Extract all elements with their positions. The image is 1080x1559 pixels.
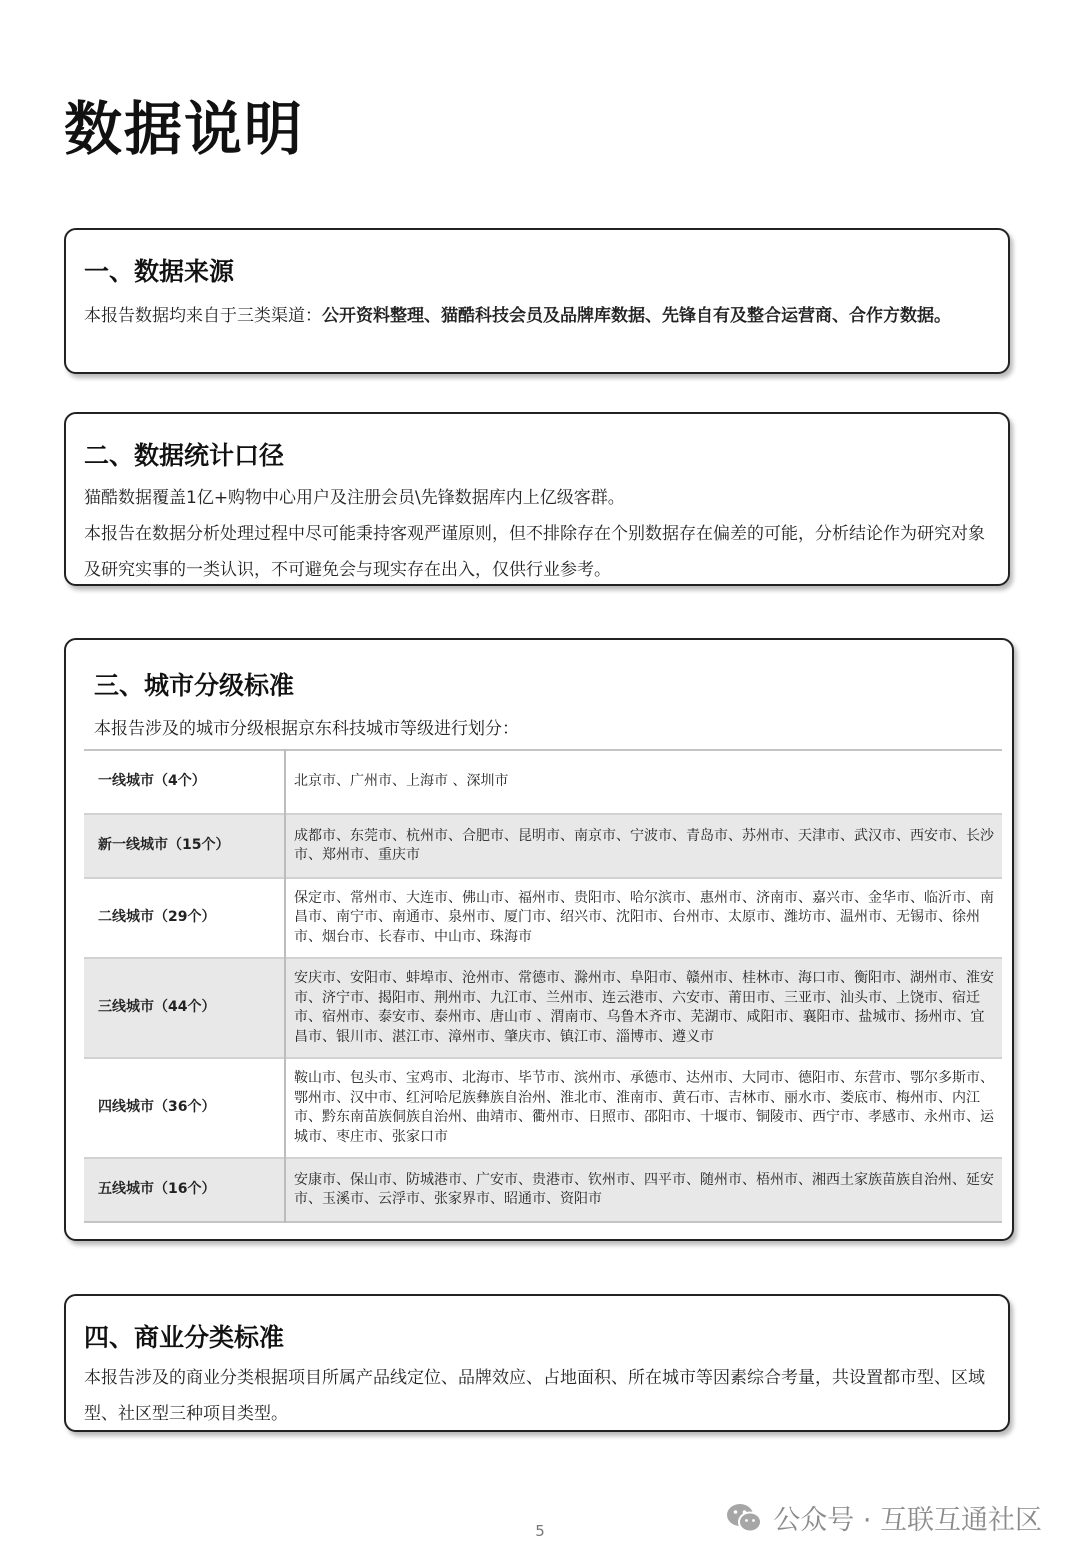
- tier-cities: 保定市、常州市、大连市、佛山市、福州市、贵阳市、哈尔滨市、惠州市、济南市、嘉兴市、金华市、临沂市、南昌市、南宁市、南通市、泉州市、厦门市、绍兴市、沈阳市、台州市、太原市、潍坊市、温州市、无锡市、徐州市、烟台市、长春市、中山市、珠海市: [285, 878, 1002, 958]
- business-class-card: [64, 1294, 1010, 1432]
- tier-label: 三线城市（44个）: [84, 958, 285, 1058]
- tier-label: 一线城市（4个）: [84, 750, 285, 814]
- data-stats-coverage: 猫酷数据覆盖1亿+购物中心用户及注册会员\先锋数据库内上亿级客群。: [84, 488, 625, 508]
- city-tier-heading: 三、城市分级标准: [94, 671, 295, 700]
- table-row: [84, 878, 1002, 958]
- tier-cities: 北京市、广州市、上海市 、深圳市: [294, 773, 509, 790]
- tier-cities: 安康市、保山市、防城港市、广安市、贵港市、钦州市、四平市、随州市、梧州市、湘西土家族苗族自治州、延安市、玉溪市、云浮市、张家界市、昭通市、资阳市: [285, 1158, 1002, 1222]
- wechat-icon: [725, 1502, 763, 1534]
- data-source-card: [64, 228, 1010, 374]
- tier-label: 五线城市（16个）: [84, 1158, 285, 1222]
- table-row: [84, 814, 1002, 878]
- tier-label: 二线城市（29个）: [84, 878, 285, 958]
- city-tier-intro: 本报告涉及的城市分级根据京东科技城市等级进行划分：: [94, 719, 519, 739]
- table-row: [84, 1158, 1002, 1222]
- tier-cities: 成都市、东莞市、杭州市、合肥市、昆明市、南京市、宁波市、青岛市、苏州市、天津市、武汉市、西安市、长沙市、郑州市、重庆市: [285, 814, 1002, 878]
- wechat-watermark: [725, 1498, 1042, 1537]
- table-row: [84, 958, 1002, 1058]
- data-source-heading: 一、数据来源: [84, 257, 235, 286]
- table-row: [84, 750, 1002, 814]
- data-source-channels: 公开资料整理、猫酷科技会员及品牌库数据、先锋自有及整合运营商、合作方数据。: [322, 306, 951, 326]
- table-row: [84, 1058, 1002, 1158]
- business-class-text: 本报告涉及的商业分类根据项目所属产品线定位、品牌效应、占地面积、所在城市等因素综合考量，共设置都市型、区域型、社区型三种项目类型。: [84, 1368, 985, 1424]
- page-title: 数据说明: [64, 95, 305, 163]
- watermark-text: 公众号 · 互联互通社区: [773, 1505, 1042, 1536]
- tier-cities: 安庆市、安阳市、蚌埠市、沧州市、常德市、滁州市、阜阳市、赣州市、桂林市、海口市、衡阳市、湖州市、淮安市、济宁市、揭阳市、荆州市、九江市、兰州市、连云港市、六安市、莆田市、三亚市、汕头市、上饶市、宿迁市、宿州市、泰安市、泰州市、唐山市 、渭南市、乌鲁木齐市、芜湖市、咸阳市、襄阳市、盐城市、扬州市、宜昌市、银川市、湛江市、漳州市、肇庆市、镇江市、淄博市、遵义市: [285, 958, 1002, 1058]
- page-number: 5: [535, 1522, 545, 1540]
- data-stats-disclaimer: 本报告在数据分析处理过程中尽可能秉持客观严谨原则，但不排除存在个别数据存在偏差的可能，分析结论作为研究对象及研究实事的一类认识，不可避免会与现实存在出入，仅供行业参考。: [84, 524, 985, 580]
- data-source-text: [84, 298, 990, 334]
- data-source-lead: 本报告数据均来自于三类渠道：: [84, 306, 322, 326]
- tier-cities: 鞍山市、包头市、宝鸡市、北海市、毕节市、滨州市、承德市、达州市、大同市、德阳市、东营市、鄂尔多斯市、鄂州市、汉中市、红河哈尼族彝族自治州、淮北市、淮南市、黄石市、吉林市、丽水市、娄底市、梅州市、内江市、黔东南苗族侗族自治州、曲靖市、衢州市、日照市、邵阳市、十堰市、铜陵市、西宁市、孝感市、永州市、运城市、枣庄市、张家口市: [285, 1058, 1002, 1158]
- data-stats-heading: 二、数据统计口径: [84, 441, 285, 470]
- tier-label: 新一线城市（15个）: [84, 814, 285, 878]
- data-stats-card: [64, 412, 1010, 586]
- tier-label: 四线城市（36个）: [84, 1058, 285, 1158]
- city-tier-card: [64, 638, 1014, 1241]
- business-class-heading: 四、商业分类标准: [84, 1323, 285, 1352]
- city-tier-table: [84, 749, 1002, 1223]
